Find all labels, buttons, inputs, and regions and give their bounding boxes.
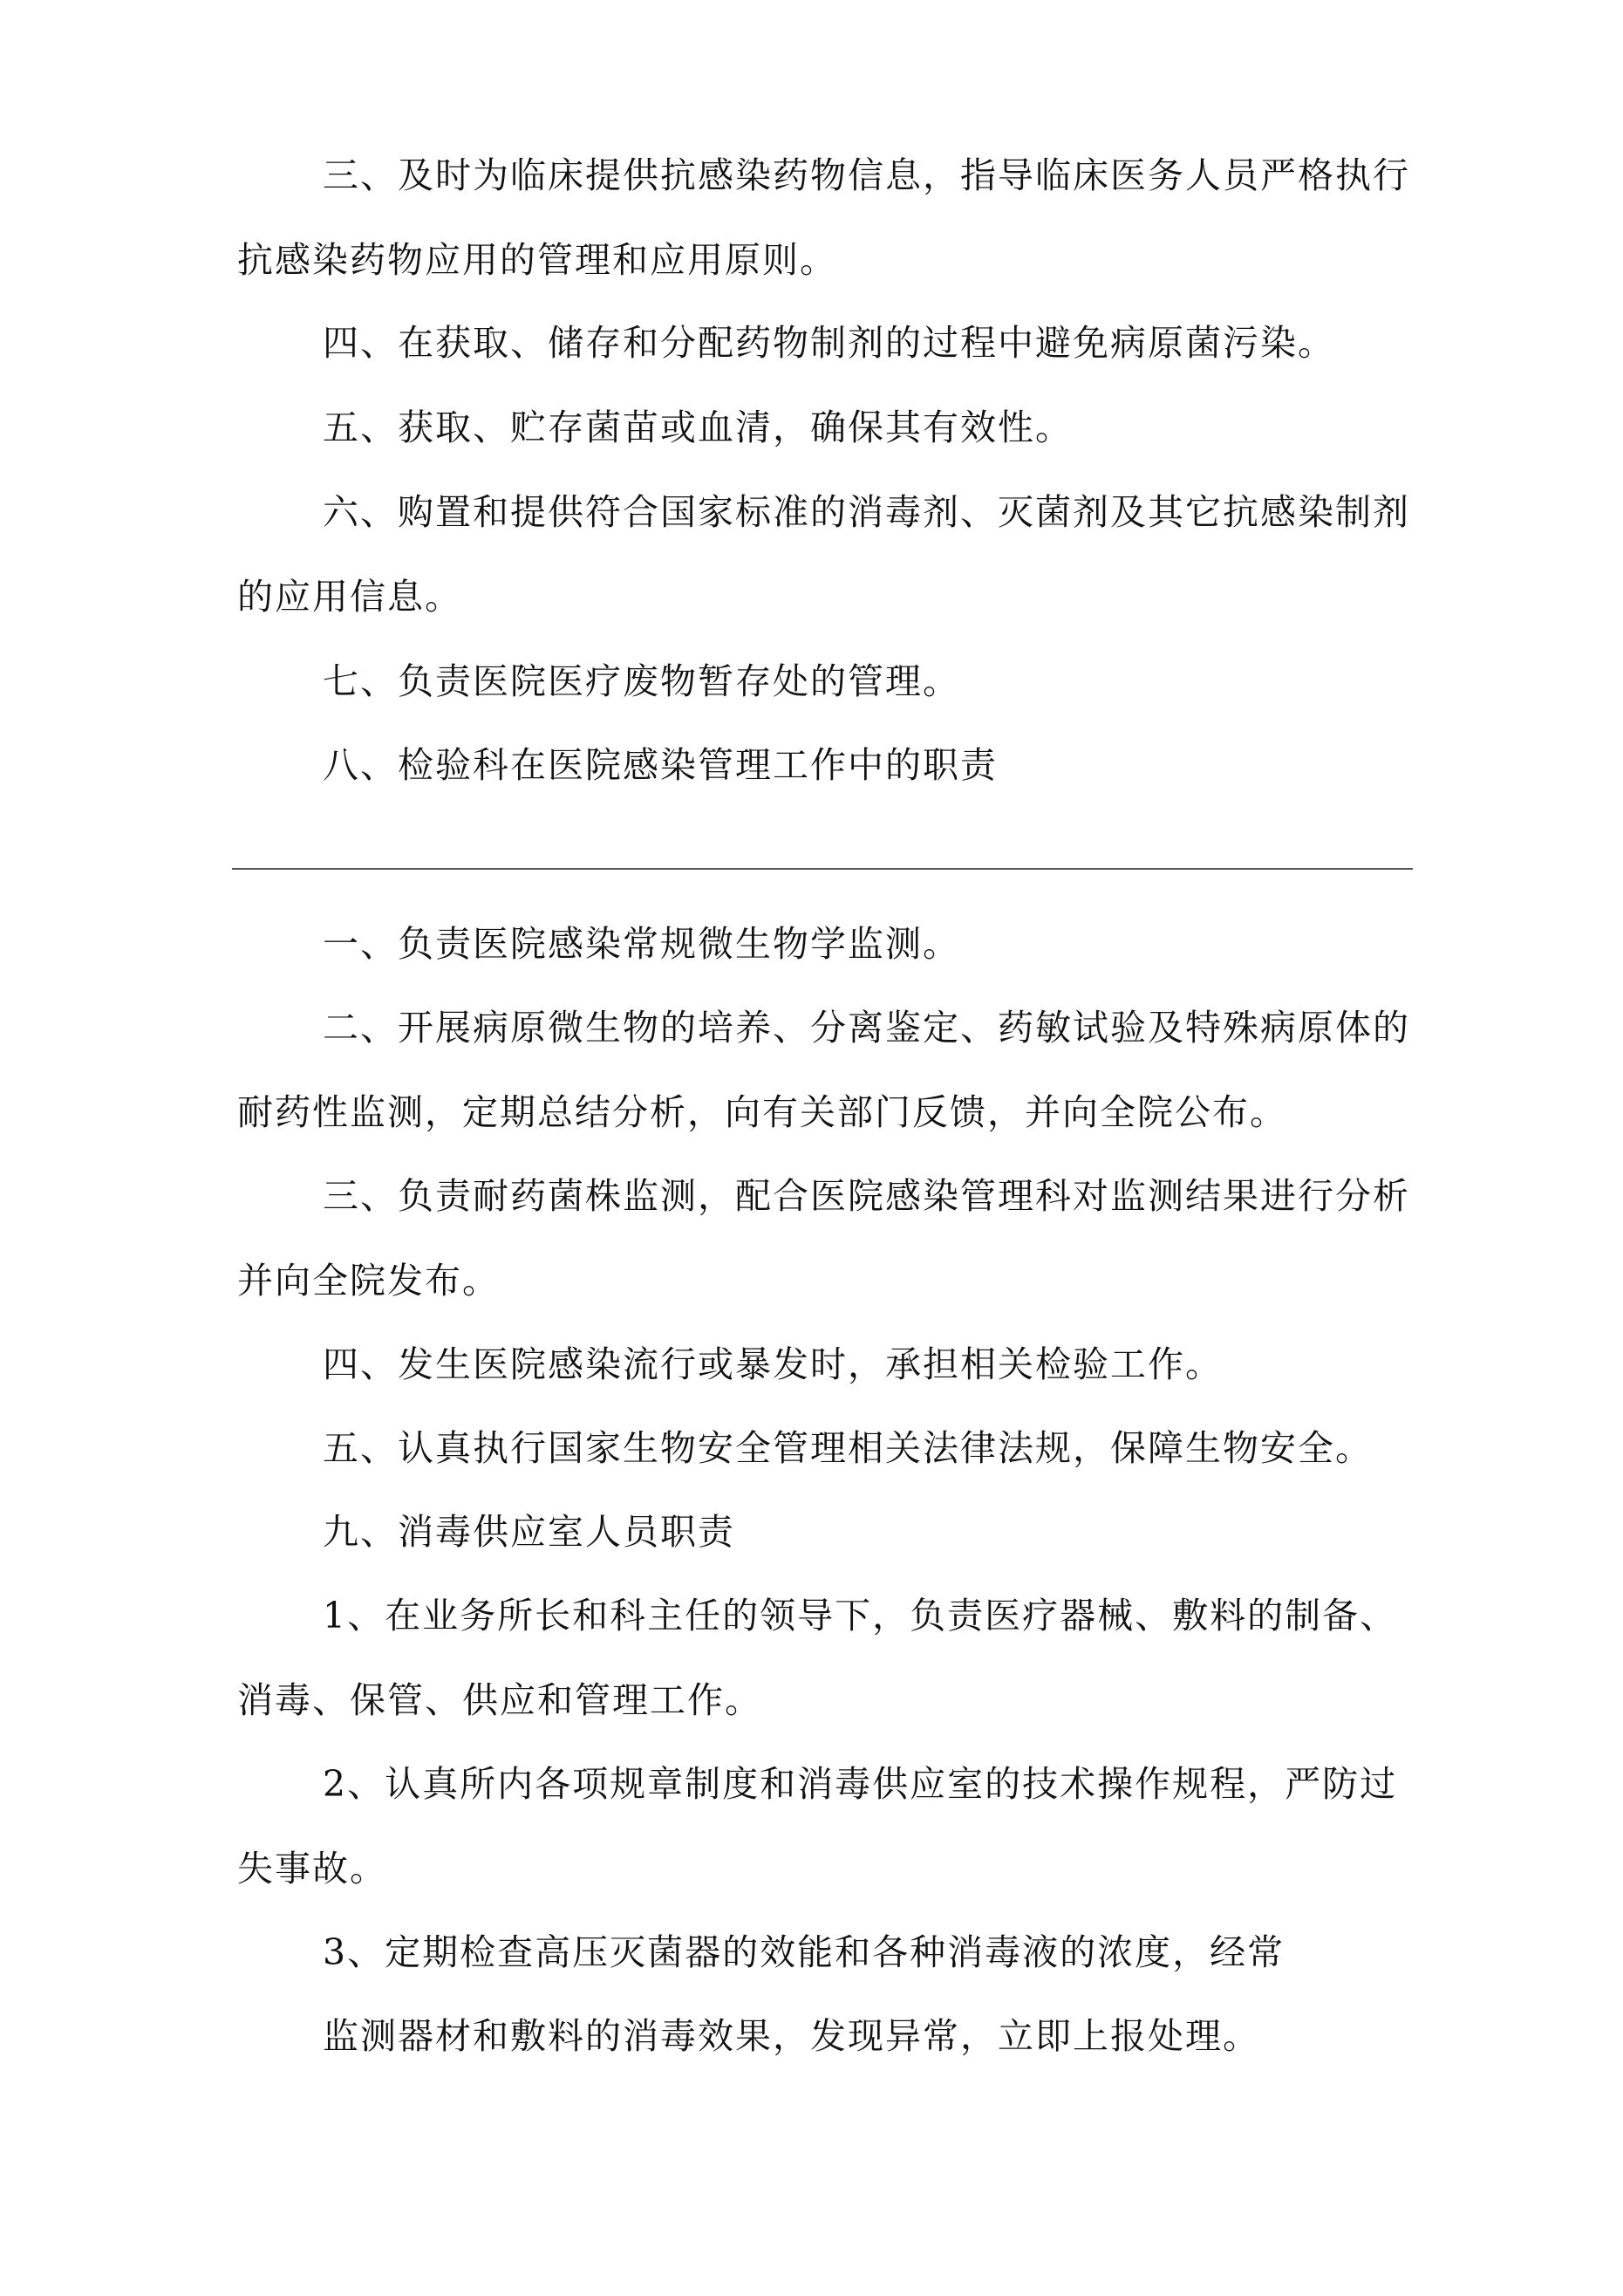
- section-heading-lab: 八、检验科在医院感染管理工作中的职责: [323, 744, 998, 786]
- paragraph-pharmacy-3: 三、及时为临床提供抗感染药物信息，指导临床医务人员严格执行抗感染药物应用的管理和应用原则。: [237, 154, 1410, 281]
- paragraph-pharmacy-4: 四、在获取、储存和分配药物制剂的过程中避免病原菌污染。: [323, 322, 1335, 364]
- paragraph-supply-3: 3、定期检查高压灭菌器的效能和各种消毒液的浓度，经常: [323, 1931, 1285, 1973]
- paragraph-supply-3-continued: 监测器材和敷料的消毒效果，发现异常，立即上报处理。: [323, 2015, 1260, 2057]
- paragraph-lab-3: 三、负责耐药菌株监测，配合医院感染管理科对监测结果进行分析并向全院发布。: [237, 1175, 1410, 1302]
- section-heading-sterile-supply: 九、消毒供应室人员职责: [323, 1511, 735, 1553]
- page-divider: [232, 868, 1413, 870]
- paragraph-supply-1: 1、在业务所长和科主任的领导下，负责医疗器械、敷料的制备、消毒、保管、供应和管理工作。: [237, 1595, 1398, 1721]
- paragraph-pharmacy-6: 六、购置和提供符合国家标准的消毒剂、灭菌剂及其它抗感染制剂的应用信息。: [237, 491, 1410, 618]
- paragraph-pharmacy-7: 七、负责医院医疗废物暂存处的管理。: [323, 660, 960, 702]
- paragraph-lab-4: 四、发生医院感染流行或暴发时，承担相关检验工作。: [323, 1343, 1223, 1385]
- paragraph-lab-1: 一、负责医院感染常规微生物学监测。: [323, 923, 960, 965]
- paragraph-pharmacy-5: 五、获取、贮存菌苗或血清，确保其有效性。: [323, 407, 1073, 448]
- paragraph-lab-2: 二、开展病原微生物的培养、分离鉴定、药敏试验及特殊病原体的耐药性监测，定期总结分析，向有关部门反馈，并向全院公布。: [237, 1007, 1410, 1133]
- paragraph-lab-5: 五、认真执行国家生物安全管理相关法律法规，保障生物安全。: [323, 1427, 1373, 1469]
- paragraph-supply-2: 2、认真所内各项规章制度和消毒供应室的技术操作规程，严防过失事故。: [237, 1763, 1398, 1889]
